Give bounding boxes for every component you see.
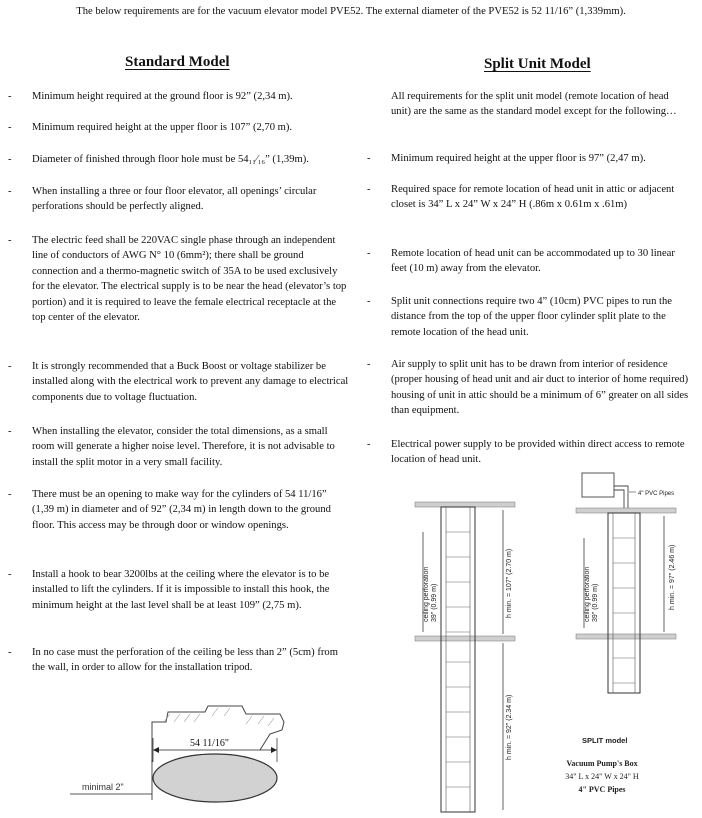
pipe-label: 4" PVC Pipes	[638, 491, 675, 497]
pvc-pipes	[614, 486, 628, 508]
bullet-marker: -	[367, 296, 371, 307]
standard-model-title: Standard Model	[125, 54, 230, 70]
bullet-marker: -	[8, 186, 12, 197]
hatch-pattern	[164, 708, 274, 726]
arrow-left-icon	[153, 747, 159, 753]
list-item: - Install a hook to bear 3200lbs at the ceiling where the elevator is to be installed to lift the cylinders. If it is impossible to install this hook, the minimum height at the last level shall be at least 109” (2,75 m).	[8, 569, 330, 611]
split-unit-diagram	[556, 468, 696, 808]
list-item: - Required space for remote location of head unit in attic or adjacent closet is 34” L x 24” W x 24” H (.86m x 0.61m x .61m)	[367, 184, 675, 211]
list-item: - It is strongly recommended that a Buck Boost or voltage stabilizer be installed along with the electrical work to prevent any damage to electrical components due to voltage fluctuation.	[8, 361, 349, 403]
list-item: - Minimum required height at the upper floor is 97” (2,47 m).	[391, 151, 691, 166]
ceiling-perforation-label: ceiling perforation 39" (0.99 m)	[584, 566, 599, 622]
tube-rungs	[613, 538, 635, 683]
list-item: - Electrical power supply to be provided within direct access to remote location of head unit.	[367, 439, 685, 466]
lower-height-label: h min. = 92" (2.34 m)	[506, 694, 513, 760]
bullet-marker: -	[8, 235, 12, 246]
bullet-marker: -	[8, 426, 12, 437]
upper-height-label: h min. = 107" (2.70 m)	[506, 548, 513, 618]
middle-slab	[415, 636, 515, 641]
tube-rungs	[446, 532, 470, 787]
top-slab	[415, 502, 515, 507]
bullet-marker: -	[8, 91, 12, 102]
vacuum-pump-box	[582, 473, 614, 497]
bullet-marker: -	[367, 248, 371, 259]
bullet-marker: -	[8, 489, 12, 500]
list-item: - Remote location of head unit can be accommodated up to 30 linear feet (10 m) away from the elevator.	[367, 248, 675, 275]
list-item: - Minimum height required at the ground floor is 92” (2,34 m).	[32, 89, 350, 104]
top-slab	[576, 508, 676, 513]
box-title: Vacuum Pump's Box	[566, 759, 638, 768]
ceiling-perforation-label: ceiling perforation 39" (0.99 m)	[423, 566, 438, 622]
wall-label: minimal 2"	[82, 782, 124, 792]
bullet-marker: -	[8, 361, 12, 372]
split-model-title: Split Unit Model	[484, 56, 591, 72]
bullet-marker: -	[367, 439, 371, 450]
ceiling-hole-diagram	[70, 700, 350, 818]
bullet-marker: -	[367, 184, 371, 195]
list-item: - The electric feed shall be 220VAC single phase through an independent line of conductors of AWG N° 10 (6mm²); there shall be ground connection and a thermo-magnetic switch of 35A to be used exclusively for the elevator. The electrical supply is to be near the head (elevator’s top portion) and it is required to leave the female electrical receptacle at the top center of the elevator.	[8, 235, 347, 324]
bullet-marker: -	[8, 154, 12, 165]
middle-slab	[576, 634, 676, 639]
bullet-marker: -	[367, 153, 371, 164]
bullet-marker: -	[8, 569, 12, 580]
list-item: - When installing the elevator, consider the total dimensions, as a small room will generate a higher noise level. Therefore, it is not advisable to install the split motor in a very small facility.	[8, 426, 335, 468]
diameter-label: 54 11/16"	[190, 738, 229, 749]
box-pipes: 4" PVC Pipes	[578, 785, 626, 794]
list-item: - Air supply to split unit has to be drawn from interior of residence (proper housing of head unit and air duct to interior of home required) housing of unit in attic should be a minimum of 6” greater on all sides than equipment.	[367, 359, 689, 417]
hole-ellipse	[153, 754, 277, 802]
bullet-marker: -	[8, 647, 12, 658]
list-item: - In no case must the perforation of the ceiling be less than 2” (5cm) from the wall, in order to allow for the installation tripod.	[8, 647, 338, 674]
upper-height-label: h min. = 97" (2.46 m)	[669, 544, 676, 610]
box-dims: 34" L x 24" W x 24" H	[565, 772, 639, 781]
bullet-marker: -	[367, 359, 371, 370]
elevator-diagram	[415, 492, 525, 817]
arrow-right-icon	[271, 747, 277, 753]
list-item: - Diameter of finished through floor hole must be 54₁₁⁄₁₆” (1,39m).	[32, 152, 350, 167]
intro-text: The below requirements are for the vacuum elevator model PVE52. The external diameter of the PVE52 is 52 11/16” (1,339mm).	[76, 6, 626, 17]
list-item: - Split unit connections require two 4” (10cm) PVC pipes to run the distance from the top of the upper floor cylinder split plate to the remote location of the head unit.	[367, 296, 672, 338]
bullet-marker: -	[8, 122, 12, 133]
list-item: - Minimum required height at the upper floor is 107” (2,70 m).	[32, 120, 350, 135]
list-item: - There must be an opening to make way for the cylinders of 54 11/16” (1,39 m) in diameter and of 92” (2,34 m) in length down to the ground floor. This access may be through door or window openings.	[8, 489, 331, 531]
split-model-label: SPLIT model	[582, 736, 628, 745]
split-intro: All requirements for the split unit model (remote location of head unit) are the same as the standard model except for the following…	[391, 91, 677, 118]
list-item: - When installing a three or four floor elevator, all openings’ circular perforations should be perfectly aligned.	[8, 186, 317, 213]
